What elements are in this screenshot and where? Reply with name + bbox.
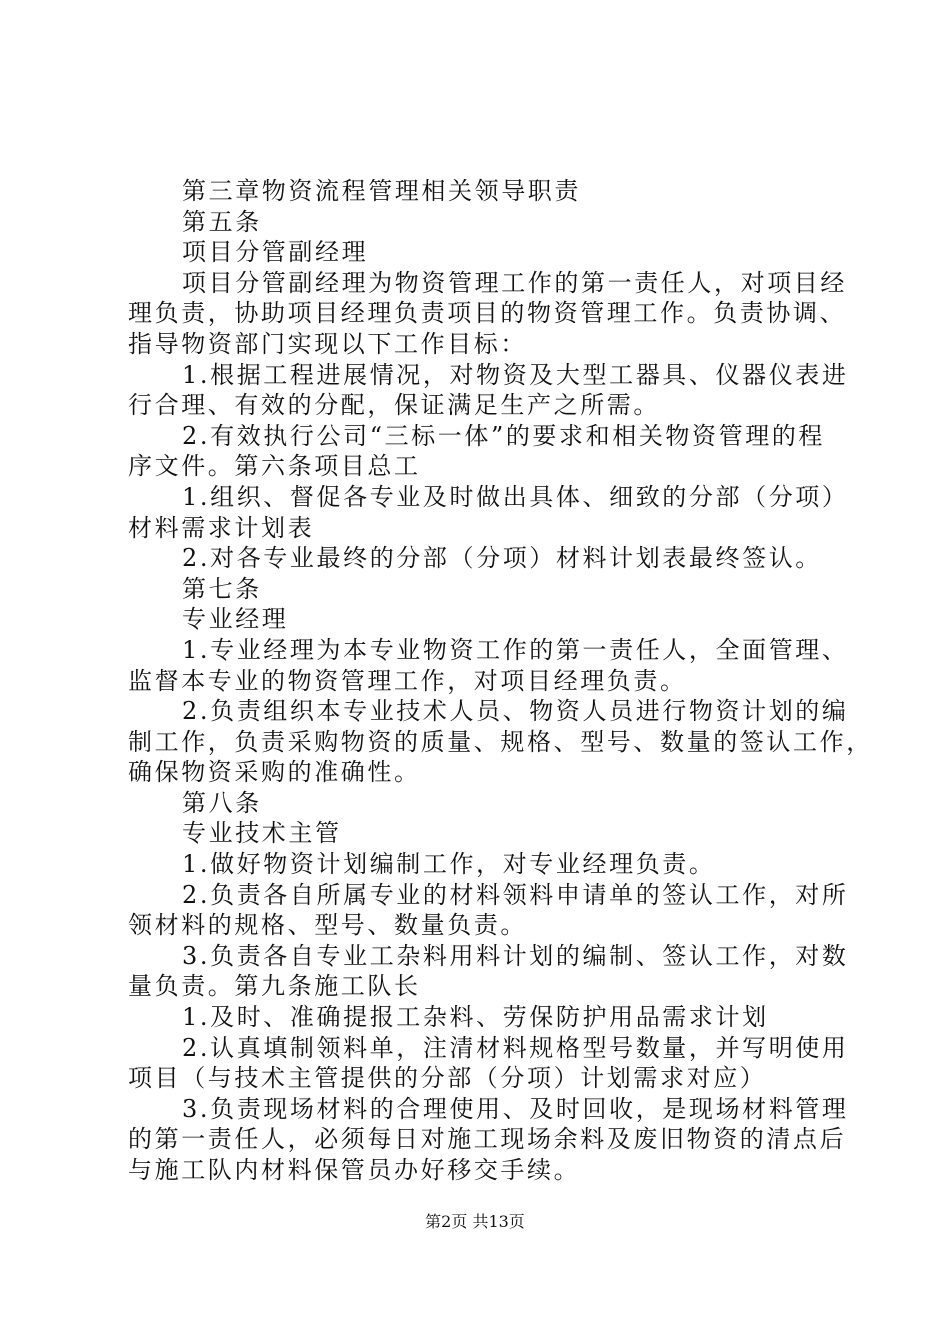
text-line: 序文件。第六条项目总工 [128,452,421,481]
text-line: 领材料的规格、型号、数量负责。 [128,911,527,940]
role-heading: 专业经理 [182,605,289,634]
text-line: 1.根据工程进展情况，对物资及大型工器具、仪器仪表进 [182,360,849,389]
text-line: 监督本专业的物资管理工作，对项目经理负责。 [128,666,687,695]
text-line: 2.负责组织本专业技术人员、物资人员进行物资计划的编 [182,697,849,726]
article-heading: 第七条 [182,574,262,603]
article-heading: 第八条 [182,788,262,817]
article-heading: 第五条 [182,207,262,236]
role-heading: 专业技术主管 [182,819,342,848]
text-line: 行合理、有效的分配，保证满足生产之所需。 [128,391,660,420]
text-line: 制工作，负责采购物资的质量、规格、型号、数量的签认工作， [128,727,873,756]
text-line: 3.负责现场材料的合理使用、及时回收，是现场材料管理 [182,1094,849,1123]
document-body [128,176,873,1186]
text-line: 1.组织、督促各专业及时做出具体、细致的分部（分项） [182,482,849,511]
text-line: 项目（与技术主管提供的分部（分项）计划需求对应） [128,1064,767,1093]
page-number-footer: 第2页 共13页 [425,1212,525,1231]
text-line: 1.专业经理为本专业物资工作的第一责任人，全面管理、 [182,635,849,664]
text-line: 2.有效执行公司“三标一体”的要求和相关物资管理的程 [182,421,826,450]
text-line: 2.对各专业最终的分部（分项）材料计划表最终签认。 [182,544,822,573]
chapter-heading: 第三章物资流程管理相关领导职责 [182,177,581,205]
text-line: 2.认真填制领料单，注清材料规格型号数量，并写明使用 [182,1033,849,1062]
text-line: 指导物资部门实现以下工作目标： [128,329,527,358]
text-line: 量负责。第九条施工队长 [128,972,421,1001]
text-line: 理负责，协助项目经理负责项目的物资管理工作。负责协调、 [128,299,847,328]
text-line: 3.负责各自专业工杂料用料计划的编制、签认工作，对数 [182,941,849,970]
text-line: 2.负责各自所属专业的材料领料申请单的签认工作，对所 [182,880,849,909]
text-line: 1.做好物资计划编制工作，对专业经理负责。 [182,850,716,879]
text-line: 确保物资采购的准确性。 [128,758,421,787]
text-line: 材料需求计划表 [128,513,315,542]
text-line: 与施工队内材料保管员办好移交手续。 [128,1156,581,1184]
role-heading: 项目分管副经理 [182,238,369,267]
text-line: 1.及时、准确提报工杂料、劳保防护用品需求计划 [182,1003,769,1032]
text-line: 的第一责任人，必须每日对施工现场余料及废旧物资的清点后 [128,1125,847,1154]
text-line: 项目分管副经理为物资管理工作的第一责任人，对项目经 [182,268,847,297]
